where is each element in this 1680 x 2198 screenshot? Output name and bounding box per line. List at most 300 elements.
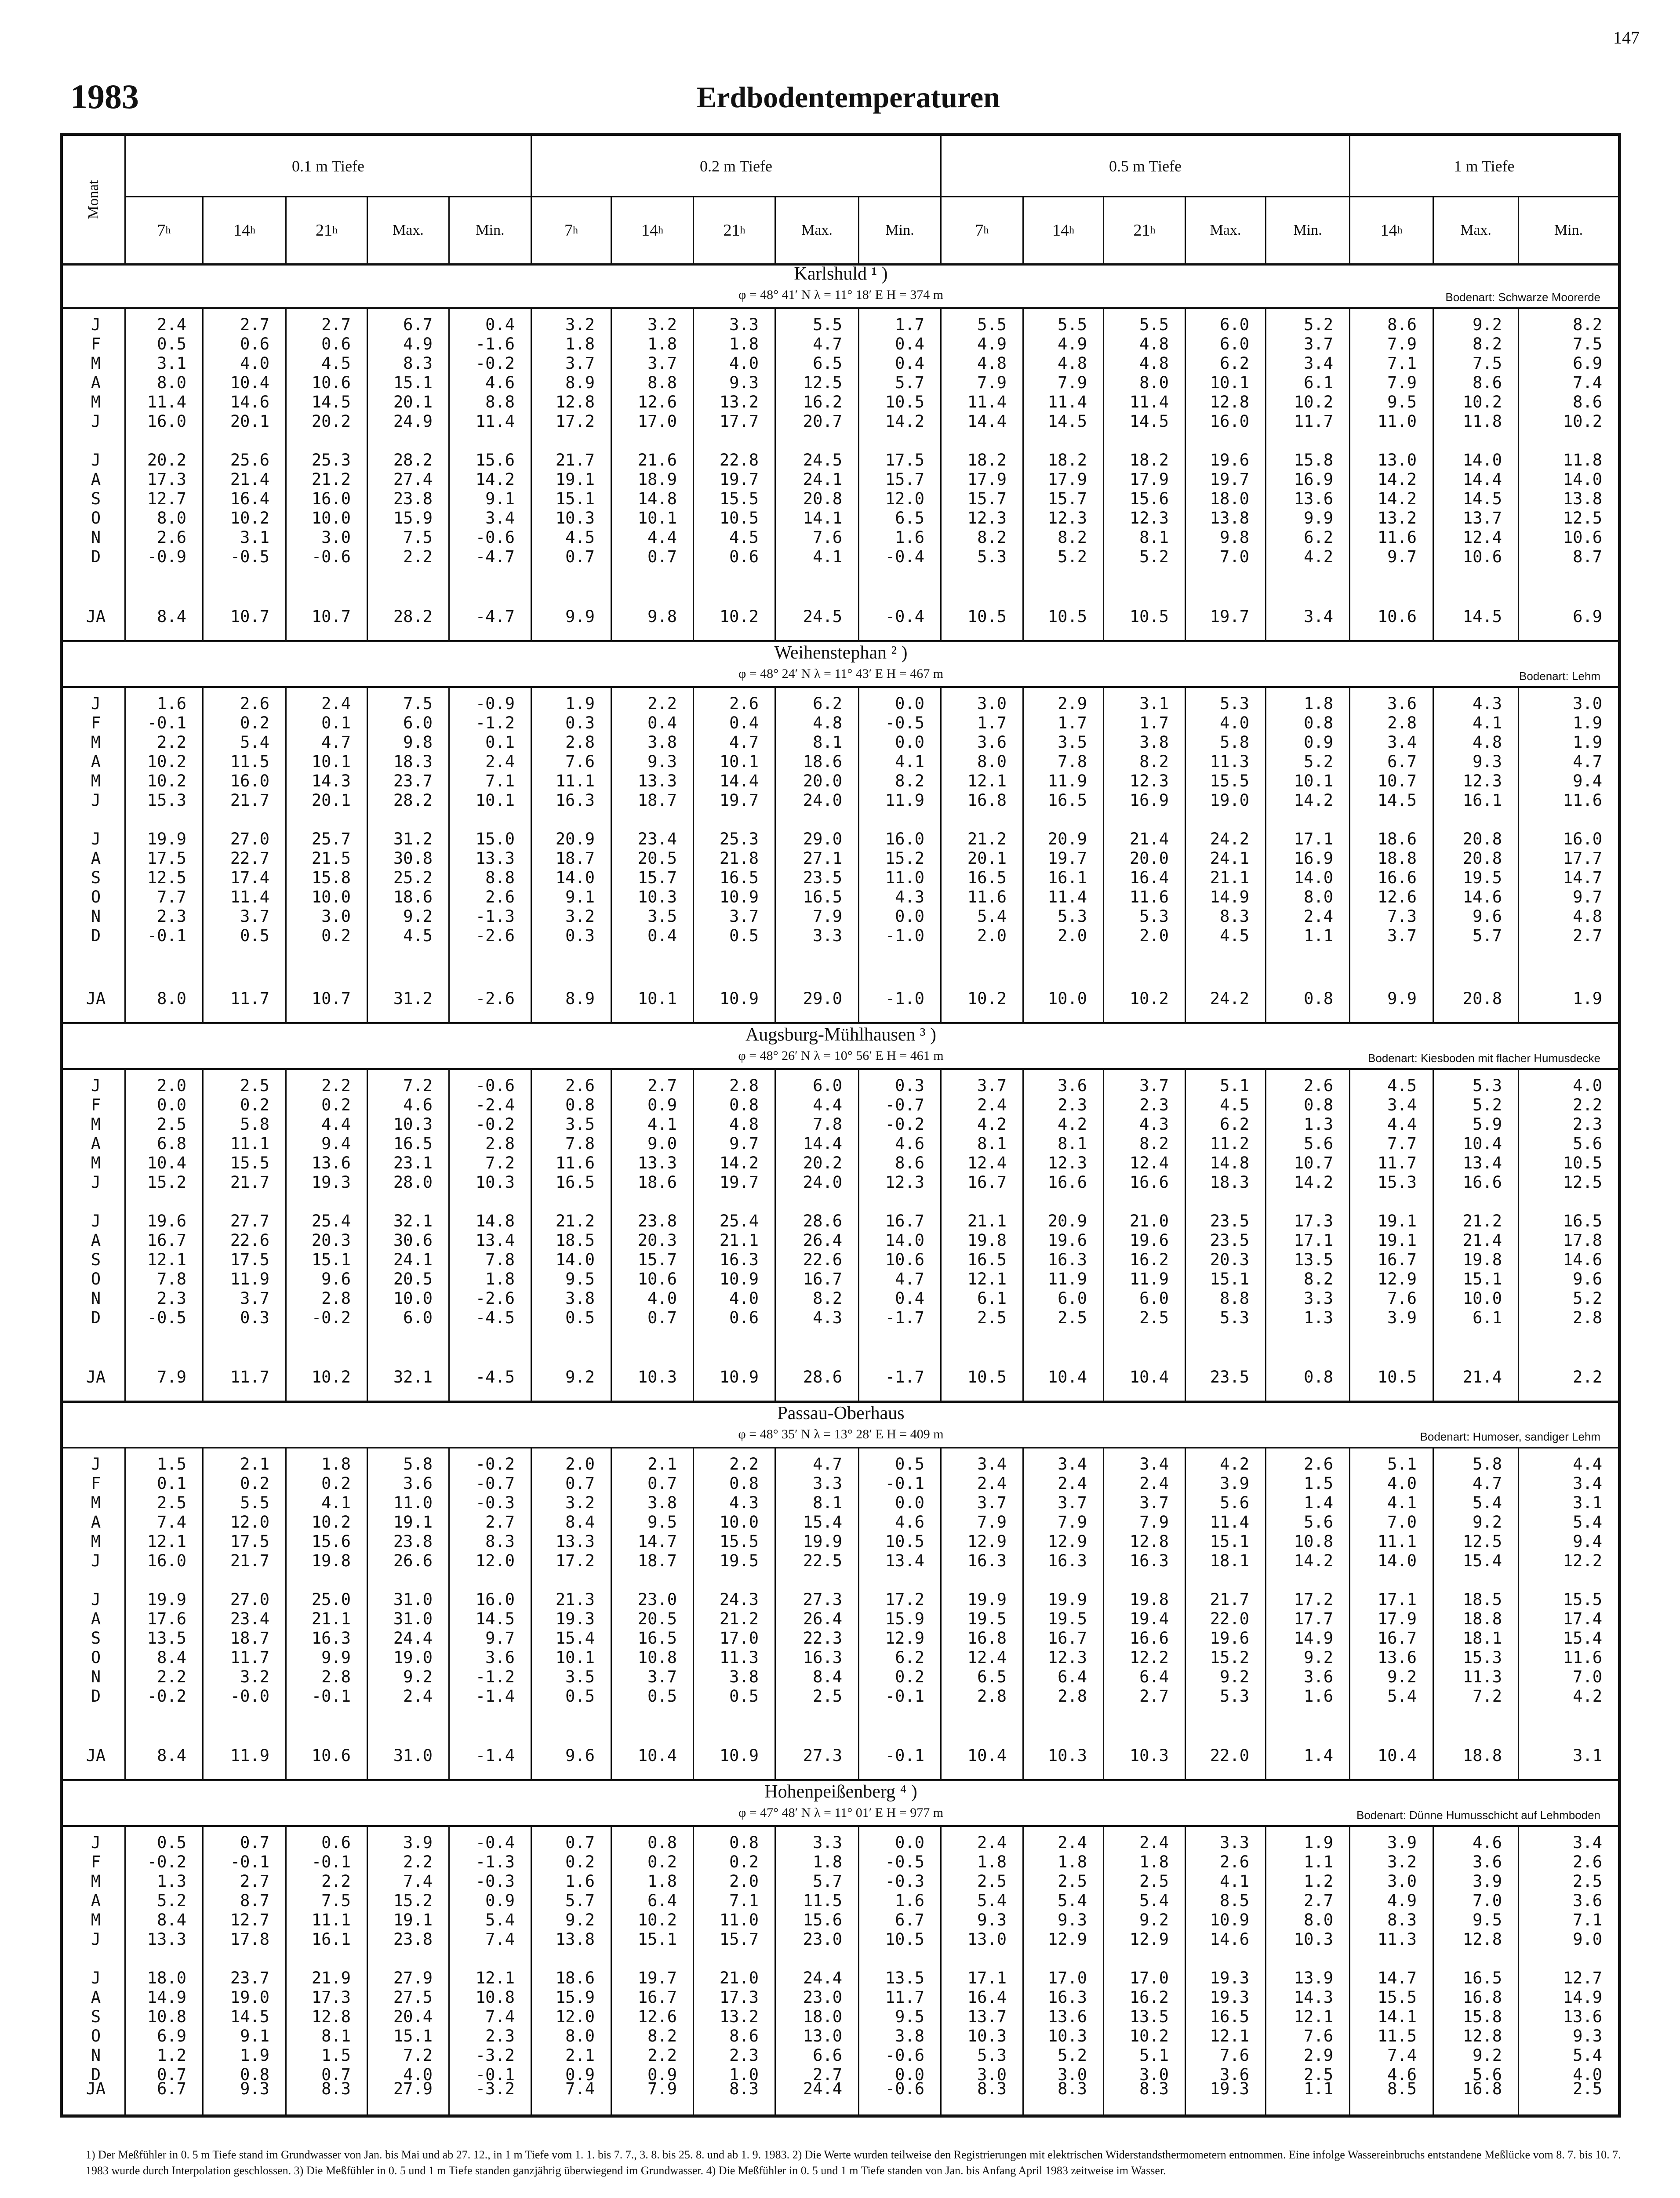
annual-cell: 2.2 — [1573, 1368, 1602, 1386]
annual-cell: 1.1 — [1304, 2079, 1333, 2098]
table-cell: 5.7 — [895, 373, 924, 392]
table-cell: 16.3 — [1047, 1551, 1087, 1570]
table-cell: 31.2 — [393, 830, 433, 848]
month-label: O — [91, 509, 101, 528]
table-cell: 0.9 — [565, 2065, 595, 2084]
month-label: J — [91, 1969, 101, 1987]
table-cell: 1.6 — [565, 1872, 595, 1891]
table-cell: 31.0 — [393, 1609, 433, 1628]
table-cell: 12.5 — [147, 868, 186, 887]
month-label: F — [91, 1852, 101, 1871]
table-cell: 16.7 — [1377, 1629, 1417, 1648]
table-cell: 0.5 — [895, 1455, 924, 1474]
table-cell: 8.6 — [1473, 373, 1502, 392]
column-rule — [367, 307, 368, 642]
column-rule — [1022, 1447, 1024, 1781]
table-cell: 12.9 — [1047, 1930, 1087, 1949]
table-cell: 1.8 — [977, 1852, 1007, 1871]
table-cell: 5.1 — [1387, 1455, 1417, 1474]
annual-cell: 10.6 — [311, 1746, 351, 1765]
table-cell: 11.9 — [230, 1270, 269, 1288]
column-rule — [1433, 307, 1434, 642]
table-cell: 4.1 — [1220, 1872, 1249, 1891]
table-cell: 5.7 — [813, 1872, 842, 1891]
table-cell: 10.5 — [885, 1532, 924, 1551]
table-cell: 2.2 — [157, 1667, 186, 1686]
table-cell: 19.7 — [719, 1173, 759, 1192]
table-cell: 0.8 — [1304, 713, 1333, 732]
table-cell: 4.0 — [403, 2065, 433, 2084]
table-cell: 1.1 — [1304, 926, 1333, 945]
column-hour-unit: h — [740, 224, 745, 236]
table-cell: 6.7 — [1387, 752, 1417, 771]
table-cell: 11.5 — [803, 1891, 842, 1910]
table-cell: 11.9 — [1129, 1270, 1169, 1288]
table-cell: 30.8 — [393, 849, 433, 868]
column-rule — [1265, 686, 1266, 1024]
table-cell: 22.6 — [230, 1231, 269, 1250]
table-cell: 0.9 — [485, 1891, 515, 1910]
table-cell: 4.8 — [1139, 335, 1169, 353]
table-cell: 2.4 — [977, 1833, 1007, 1852]
table-cell: 19.8 — [1129, 1590, 1169, 1609]
table-cell: 3.4 — [1058, 1455, 1087, 1474]
depth-header: 1 m Tiefe — [1349, 136, 1618, 197]
column-rule — [1433, 1068, 1434, 1403]
table-cell: 15.6 — [1129, 489, 1169, 508]
table-cell: 3.5 — [1058, 733, 1087, 752]
table-cell: 15.4 — [803, 1513, 842, 1532]
table-cell: 14.6 — [1563, 1250, 1602, 1269]
table-cell: 9.8 — [403, 733, 433, 752]
month-label: A — [91, 470, 101, 489]
table-cell: 4.6 — [485, 373, 515, 392]
table-cell: 10.2 — [1129, 2027, 1169, 2045]
table-cell: 27.1 — [803, 849, 842, 868]
table-cell: 12.3 — [1129, 771, 1169, 790]
table-cell: 5.2 — [1058, 2046, 1087, 2065]
column-rule — [1185, 1068, 1186, 1403]
table-cell: 16.7 — [1047, 1629, 1087, 1648]
annual-cell: 24.5 — [803, 607, 842, 626]
table-cell: 14.1 — [1377, 2007, 1417, 2026]
table-cell: 15.4 — [1462, 1551, 1502, 1570]
table-cell: 11.4 — [1047, 393, 1087, 411]
column-header — [1103, 197, 1185, 263]
table-cell: 16.6 — [1462, 1173, 1502, 1192]
table-cell: 2.0 — [157, 1076, 186, 1095]
table-cell: 8.6 — [895, 1154, 924, 1172]
table-cell: 12.3 — [967, 509, 1007, 528]
table-cell: 17.0 — [719, 1629, 759, 1648]
table-cell: 5.7 — [565, 1891, 595, 1910]
table-cell: 21.2 — [555, 1212, 595, 1230]
table-cell: 27.5 — [393, 1988, 433, 2007]
table-cell: 16.2 — [1129, 1988, 1169, 2007]
table-cell: 2.5 — [977, 1308, 1007, 1327]
table-cell: 4.1 — [321, 1493, 351, 1512]
table-cell: 12.9 — [1377, 1270, 1417, 1288]
annual-cell: 10.2 — [719, 607, 759, 626]
table-cell: -0.2 — [147, 1852, 186, 1871]
column-header — [285, 197, 367, 263]
month-label: M — [91, 1493, 101, 1512]
table-cell: 2.6 — [1304, 1076, 1333, 1095]
table-cell: 9.4 — [1573, 1532, 1602, 1551]
table-cell: -1.2 — [475, 1667, 515, 1686]
table-cell: 3.7 — [1387, 926, 1417, 945]
table-cell: 3.7 — [1304, 335, 1333, 353]
month-label: O — [91, 1648, 101, 1667]
table-cell: 10.2 — [1462, 393, 1502, 411]
table-cell: 8.0 — [1139, 373, 1169, 392]
table-cell: 11.5 — [230, 752, 269, 771]
annual-cell: 7.9 — [647, 2079, 677, 2098]
table-cell: 0.2 — [321, 1095, 351, 1114]
table-cell: 3.0 — [977, 694, 1007, 713]
soil-type: Bodenart: Schwarze Moorerde — [1445, 291, 1600, 304]
table-cell: 6.4 — [1058, 1667, 1087, 1686]
table-cell: 21.2 — [967, 830, 1007, 848]
table-cell: 5.1 — [1139, 2046, 1169, 2065]
column-hour-unit: h — [1397, 224, 1403, 236]
table-cell: 11.6 — [1563, 791, 1602, 810]
table-cell: 7.4 — [485, 1930, 515, 1949]
table-cell: 8.2 — [895, 771, 924, 790]
table-cell: 9.7 — [1573, 888, 1602, 906]
annual-cell: 10.5 — [967, 1368, 1007, 1386]
table-cell: 5.2 — [157, 1891, 186, 1910]
table-cell: 3.3 — [1304, 1289, 1333, 1308]
table-cell: 12.0 — [230, 1513, 269, 1532]
table-cell: 12.7 — [1563, 1969, 1602, 1987]
table-cell: 18.8 — [1462, 1609, 1502, 1628]
table-cell: 16.5 — [803, 888, 842, 906]
column-rule — [1022, 1068, 1024, 1403]
table-cell: 16.5 — [555, 1173, 595, 1192]
table-cell: 13.0 — [1377, 451, 1417, 469]
column-rule — [1433, 686, 1434, 1024]
table-cell: 1.9 — [565, 694, 595, 713]
annual-cell: -0.1 — [885, 1746, 924, 1765]
station-name: Weihenstephan ² ) — [774, 643, 908, 663]
table-cell: 5.3 — [1220, 1308, 1249, 1327]
table-cell: 4.4 — [647, 528, 677, 547]
month-label: N — [91, 1289, 101, 1308]
table-cell: 12.7 — [147, 489, 186, 508]
table-cell: 7.1 — [729, 1891, 759, 1910]
table-cell: 19.3 — [311, 1173, 351, 1192]
table-cell: 16.4 — [230, 489, 269, 508]
table-cell: 15.1 — [1462, 1270, 1502, 1288]
table-cell: 9.2 — [565, 1911, 595, 1929]
table-cell: 14.2 — [1294, 791, 1333, 810]
table-cell: 28.6 — [803, 1212, 842, 1230]
table-cell: 3.8 — [729, 1667, 759, 1686]
table-cell: 16.0 — [1210, 412, 1249, 431]
table-cell: 2.0 — [1058, 926, 1087, 945]
table-cell: 24.9 — [393, 412, 433, 431]
table-cell: 11.8 — [1563, 451, 1602, 469]
table-cell: 0.3 — [895, 1076, 924, 1095]
table-cell: 4.3 — [1473, 694, 1502, 713]
table-cell: 15.3 — [1462, 1648, 1502, 1667]
table-cell: 4.3 — [895, 888, 924, 906]
table-cell: 19.3 — [555, 1609, 595, 1628]
table-cell: 12.9 — [1047, 1532, 1087, 1551]
column-rule — [367, 686, 368, 1024]
table-cell: 22.0 — [1210, 1609, 1249, 1628]
station-coordinates: φ = 48° 26′ N λ = 10° 56′ E H = 461 m — [738, 1048, 944, 1063]
table-cell: -0.1 — [147, 926, 186, 945]
table-cell: 3.3 — [813, 926, 842, 945]
table-cell: 0.4 — [729, 713, 759, 732]
table-cell: 13.5 — [1294, 1250, 1333, 1269]
annual-cell: 8.4 — [157, 1746, 186, 1765]
table-cell: 9.5 — [1473, 1911, 1502, 1929]
table-cell: 6.2 — [1304, 528, 1333, 547]
table-cell: 23.8 — [393, 1532, 433, 1551]
month-label: N — [91, 1667, 101, 1686]
table-cell: 7.9 — [977, 1513, 1007, 1532]
table-cell: 10.2 — [147, 771, 186, 790]
table-cell: 13.3 — [555, 1532, 595, 1551]
table-cell: 14.4 — [1462, 470, 1502, 489]
table-cell: 5.4 — [977, 1891, 1007, 1910]
table-cell: 8.8 — [1220, 1289, 1249, 1308]
table-cell: 5.5 — [813, 315, 842, 334]
table-cell: 21.6 — [637, 451, 677, 469]
column-hour-unit: h — [332, 224, 338, 236]
table-cell: 15.7 — [1047, 489, 1087, 508]
table-cell: 0.2 — [647, 1852, 677, 1871]
table-cell: 0.4 — [647, 713, 677, 732]
table-cell: 5.6 — [1220, 1493, 1249, 1512]
annual-cell: 8.3 — [1058, 2079, 1087, 2098]
table-cell: 20.1 — [967, 849, 1007, 868]
table-cell: 3.4 — [1573, 1833, 1602, 1852]
table-cell: 2.4 — [1139, 1833, 1169, 1852]
table-cell: 20.3 — [311, 1231, 351, 1250]
table-cell: 15.1 — [393, 373, 433, 392]
table-cell: 4.6 — [895, 1134, 924, 1153]
column-rule — [1185, 307, 1186, 642]
table-cell: 4.5 — [565, 528, 595, 547]
table-cell: 15.5 — [230, 1154, 269, 1172]
table-cell: 4.1 — [813, 547, 842, 566]
table-cell: 16.5 — [967, 868, 1007, 887]
table-cell: 2.5 — [1058, 1308, 1087, 1327]
month-label: M — [91, 1154, 101, 1172]
soil-type: Bodenart: Kiesboden mit flacher Humusdecke — [1368, 1052, 1600, 1065]
annual-cell: 10.4 — [637, 1746, 677, 1765]
table-cell: 15.5 — [1377, 1988, 1417, 2007]
table-cell: 13.4 — [1462, 1154, 1502, 1172]
month-label: D — [91, 1687, 101, 1706]
table-cell: 19.7 — [719, 470, 759, 489]
table-cell: 2.6 — [565, 1076, 595, 1095]
annual-cell: 9.8 — [647, 607, 677, 626]
table-cell: 19.9 — [147, 1590, 186, 1609]
table-cell: -1.7 — [885, 1308, 924, 1327]
table-cell: 2.5 — [813, 1687, 842, 1706]
table-cell: 2.8 — [565, 733, 595, 752]
annual-cell: 10.9 — [719, 1368, 759, 1386]
table-cell: 0.1 — [321, 713, 351, 732]
month-label: S — [91, 2007, 101, 2026]
table-cell: 9.9 — [1304, 509, 1333, 528]
table-cell: 10.2 — [147, 752, 186, 771]
annual-cell: 8.3 — [977, 2079, 1007, 2098]
table-cell: 20.3 — [1210, 1250, 1249, 1269]
table-cell: 2.8 — [1058, 1687, 1087, 1706]
table-cell: -1.3 — [475, 907, 515, 926]
table-cell: 3.5 — [647, 907, 677, 926]
month-label: N — [91, 2046, 101, 2065]
table-cell: 21.7 — [230, 1551, 269, 1570]
table-cell: 4.2 — [1220, 1455, 1249, 1474]
column-header: Max. — [1433, 197, 1518, 263]
table-cell: 4.7 — [321, 733, 351, 752]
column-hour: 21 — [723, 221, 740, 240]
table-cell: 31.0 — [393, 1590, 433, 1609]
table-cell: 11.4 — [475, 412, 515, 431]
month-label: A — [91, 373, 101, 392]
table-cell: 16.5 — [1462, 1969, 1502, 1987]
table-cell: 11.7 — [230, 1648, 269, 1667]
month-label: F — [91, 335, 101, 353]
table-cell: 0.6 — [321, 335, 351, 353]
annual-cell: 9.9 — [565, 607, 595, 626]
table-cell: 2.6 — [1304, 1455, 1333, 1474]
table-cell: 17.7 — [1294, 1609, 1333, 1628]
table-cell: -0.3 — [885, 1872, 924, 1891]
table-cell: 7.7 — [157, 888, 186, 906]
table-cell: 1.5 — [1304, 1474, 1333, 1493]
column-rule — [124, 686, 126, 1024]
column-rule — [940, 307, 942, 642]
table-cell: 9.2 — [403, 907, 433, 926]
table-cell: 19.5 — [1047, 1609, 1087, 1628]
table-cell: 24.4 — [393, 1629, 433, 1648]
table-cell: 16.4 — [967, 1988, 1007, 2007]
table-cell: 0.2 — [729, 1852, 759, 1871]
table-cell: 16.8 — [967, 791, 1007, 810]
table-cell: 10.6 — [885, 1250, 924, 1269]
annual-cell: 0.8 — [1304, 989, 1333, 1008]
table-cell: 3.2 — [240, 1667, 269, 1686]
table-cell: 3.3 — [813, 1474, 842, 1493]
table-cell: 0.2 — [321, 926, 351, 945]
table-cell: 5.2 — [1304, 315, 1333, 334]
table-cell: 16.0 — [230, 771, 269, 790]
table-cell: 17.1 — [1377, 1590, 1417, 1609]
table-cell: 2.7 — [321, 315, 351, 334]
table-cell: 2.4 — [1139, 1474, 1169, 1493]
month-label: D — [91, 547, 101, 566]
table-cell: 18.2 — [1047, 451, 1087, 469]
table-cell: 0.7 — [647, 1474, 677, 1493]
table-cell: 3.1 — [240, 528, 269, 547]
month-label: A — [91, 1891, 101, 1910]
table-cell: 16.3 — [803, 1648, 842, 1667]
table-cell: 0.8 — [729, 1474, 759, 1493]
column-rule — [858, 1825, 859, 2114]
table-cell: 25.2 — [393, 868, 433, 887]
table-cell: 10.3 — [475, 1173, 515, 1192]
table-cell: 1.9 — [1304, 1833, 1333, 1852]
table-cell: 10.5 — [1563, 1154, 1602, 1172]
annual-cell: -0.4 — [885, 607, 924, 626]
table-cell: 18.5 — [1462, 1590, 1502, 1609]
table-cell: 13.3 — [637, 771, 677, 790]
annual-cell: 10.0 — [1047, 989, 1087, 1008]
table-cell: 5.4 — [1139, 1891, 1169, 1910]
table-cell: 3.7 — [647, 1667, 677, 1686]
table-cell: 6.2 — [1220, 354, 1249, 373]
table-cell: 20.8 — [803, 489, 842, 508]
table-cell: 12.9 — [885, 1629, 924, 1648]
month-label: M — [91, 1872, 101, 1891]
table-cell: 19.6 — [1129, 1231, 1169, 1250]
table-cell: 7.3 — [1387, 907, 1417, 926]
table-cell: 0.7 — [157, 2065, 186, 2084]
table-cell: 2.4 — [1058, 1474, 1087, 1493]
table-cell: 4.4 — [1387, 1115, 1417, 1134]
column-header — [202, 197, 285, 263]
table-cell: 14.8 — [637, 489, 677, 508]
table-cell: 0.4 — [485, 315, 515, 334]
table-cell: 4.2 — [977, 1115, 1007, 1134]
table-cell: 1.6 — [1304, 1687, 1333, 1706]
table-cell: 3.6 — [1387, 694, 1417, 713]
table-cell: 4.7 — [895, 1270, 924, 1288]
table-cell: 7.0 — [1220, 547, 1249, 566]
annual-cell: 10.1 — [637, 989, 677, 1008]
table-cell: 14.7 — [1377, 1969, 1417, 1987]
table-cell: 2.3 — [485, 2027, 515, 2045]
table-cell: 3.0 — [1573, 694, 1602, 713]
table-cell: 7.8 — [565, 1134, 595, 1153]
table-cell: 16.5 — [637, 1629, 677, 1648]
table-cell: 0.8 — [1304, 1095, 1333, 1114]
column-rule — [1185, 1825, 1186, 2114]
table-cell: 24.1 — [393, 1250, 433, 1269]
table-cell: 13.2 — [1377, 509, 1417, 528]
table-cell: 10.4 — [230, 373, 269, 392]
column-rule — [1265, 307, 1266, 642]
table-cell: -0.9 — [475, 694, 515, 713]
table-cell: 3.6 — [1304, 1667, 1333, 1686]
column-rule — [1185, 686, 1186, 1024]
table-cell: 13.8 — [555, 1930, 595, 1949]
table-cell: 15.5 — [719, 489, 759, 508]
table-cell: 23.4 — [230, 1609, 269, 1628]
table-cell: 3.2 — [565, 315, 595, 334]
annual-cell: 10.2 — [311, 1368, 351, 1386]
table-cell: 1.9 — [1573, 733, 1602, 752]
table-cell: 2.2 — [157, 733, 186, 752]
column-rule — [693, 307, 694, 642]
table-cell: 17.9 — [1047, 470, 1087, 489]
table-cell: 2.1 — [565, 2046, 595, 2065]
annual-cell: 3.4 — [1304, 607, 1333, 626]
table-cell: 14.0 — [885, 1231, 924, 1250]
table-cell: 16.7 — [1377, 1250, 1417, 1269]
table-cell: 18.2 — [1129, 451, 1169, 469]
column-rule — [531, 1447, 532, 1781]
table-cell: 2.0 — [565, 1455, 595, 1474]
